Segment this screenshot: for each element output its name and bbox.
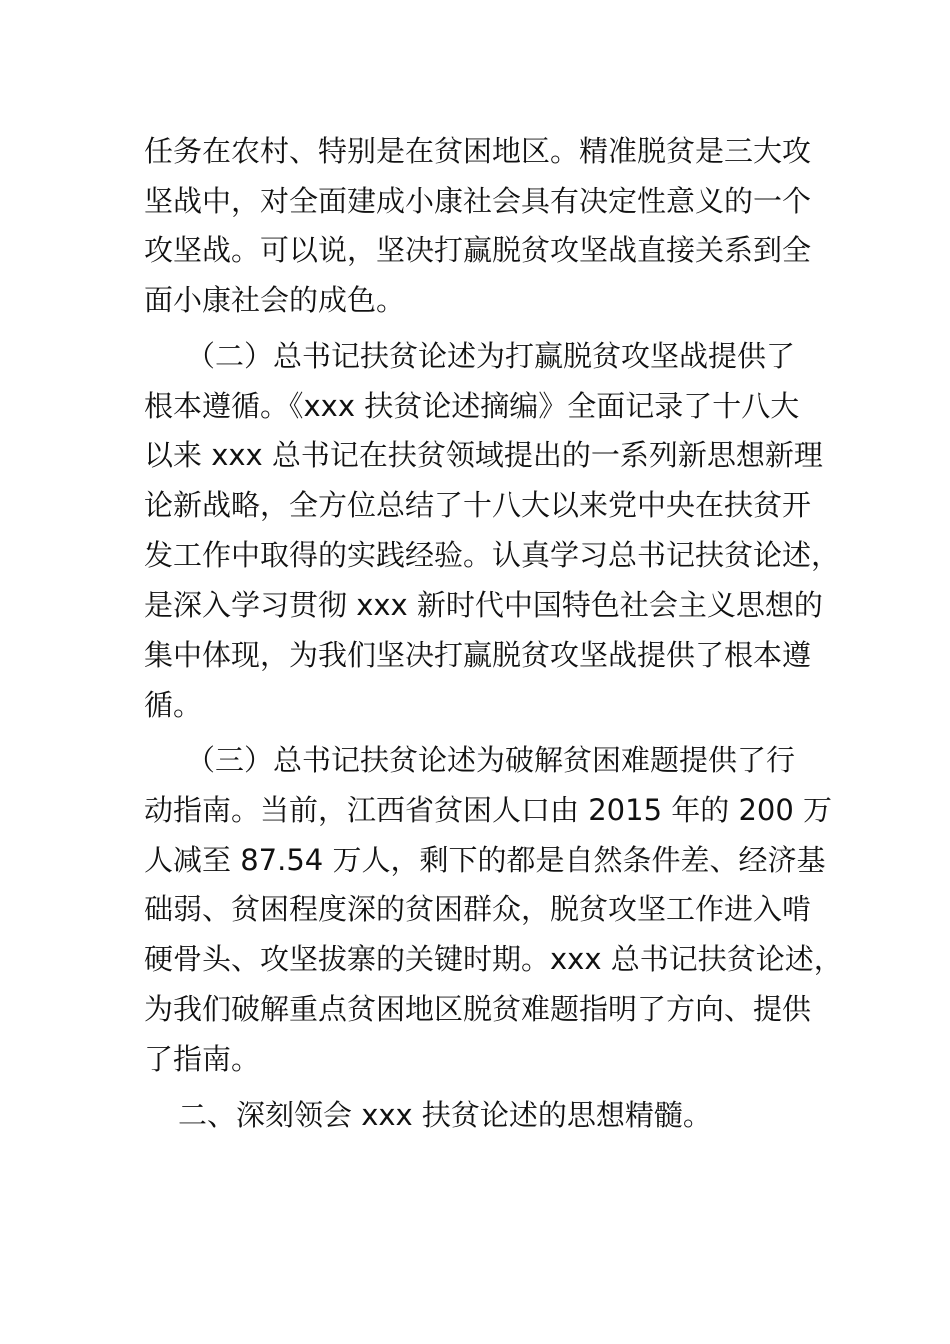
text-line: 了指南。 (144, 1042, 261, 1076)
text-line: 发工作中取得的实践经验。认真学习总书记扶贫论述， (144, 538, 841, 572)
text-line: 面小康社会的成色。 (144, 283, 406, 317)
text-line: 根本遵循。《xxx 扶贫论述摘编》全面记录了十八大 (144, 389, 800, 423)
text-line: 硬骨头、攻坚拔寨的关键时期。xxx 总书记扶贫论述， (144, 942, 843, 976)
text-line: 论新战略，全方位总结了十八大以来党中央在扶贫开 (144, 488, 812, 522)
text-line: 础弱、贫困程度深的贫困群众，脱贫攻坚工作进入啃 (144, 892, 812, 926)
section-heading-2: （二）总书记扶贫论述为打赢脱贫攻坚战提供了 (186, 339, 796, 373)
text-line: 坚战中，对全面建成小康社会具有决定性意义的一个 (144, 184, 812, 218)
text-line: 以来 xxx 总书记在扶贫领域提出的一系列新思想新理 (144, 438, 823, 472)
text-line: 人减至 87.54 万人，剩下的都是自然条件差、经济基 (144, 843, 826, 877)
section-heading-3: （三）总书记扶贫论述为破解贫困难题提供了行 (186, 743, 796, 777)
text-line: 循。 (144, 688, 203, 722)
text-line: 攻坚战。可以说，坚决打赢脱贫攻坚战直接关系到全 (144, 233, 812, 267)
text-line: 动指南。当前，江西省贫困人口由 2015 年的 200 万 (144, 793, 833, 827)
text-line: 是深入学习贯彻 xxx 新时代中国特色社会主义思想的 (144, 588, 823, 622)
text-line: 任务在农村、特别是在贫困地区。精准脱贫是三大攻 (144, 134, 812, 168)
section-heading-main: 二、深刻领会 xxx 扶贫论述的思想精髓。 (178, 1098, 712, 1132)
text-line: 集中体现，为我们坚决打赢脱贫攻坚战提供了根本遵 (144, 638, 812, 672)
text-line: 为我们破解重点贫困地区脱贫难题指明了方向、提供 (144, 992, 812, 1026)
